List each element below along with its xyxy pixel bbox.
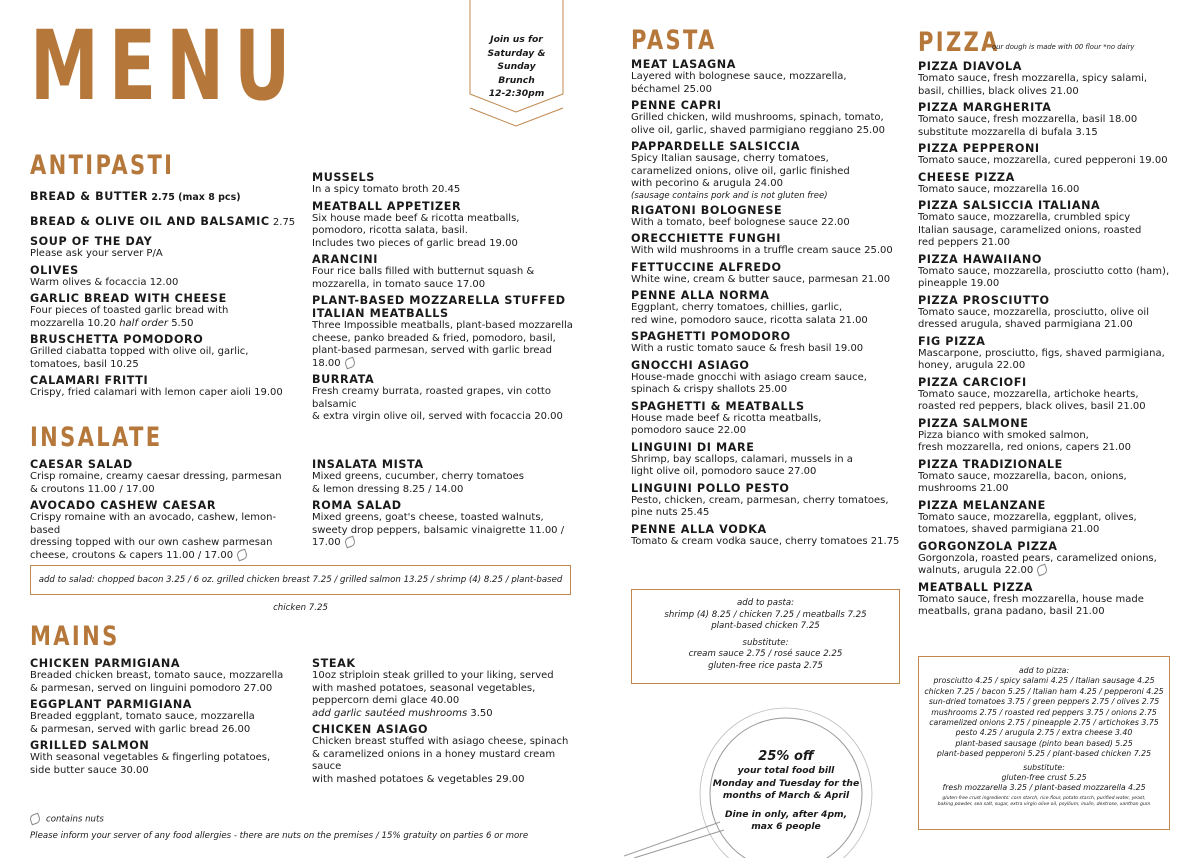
menu-item (312, 294, 582, 370)
promo-line: months of March & April (722, 790, 850, 801)
item-desc: Tomato sauce, mozzarella 16.00 (918, 183, 1080, 195)
pizza-addon-heading: add to pizza: (1018, 666, 1070, 675)
pizza-addon-box (918, 656, 1170, 830)
menu-item (312, 657, 582, 720)
item-name: CHICKEN ASIAGO (312, 723, 429, 736)
item-desc: pineapple 19.00 (918, 278, 1000, 289)
item-name: PIZZA SALMONE (918, 416, 1029, 430)
menu-item (918, 60, 1188, 98)
menu-item (631, 441, 901, 479)
item-desc: Tomato sauce, fresh mozzarella, house made (918, 593, 1144, 605)
item-name: SOUP OF THE DAY (30, 235, 153, 248)
item-desc-italic: half order (119, 317, 169, 329)
item-name: PIZZA HAWAIIANO (918, 252, 1043, 266)
menu-item (30, 264, 305, 290)
menu-item (312, 200, 582, 251)
menu-item (30, 374, 305, 400)
item-name: ARANCINI (312, 253, 378, 266)
menu-item (631, 400, 901, 438)
nut-icon (236, 548, 249, 561)
item-desc: Four rice balls filled with butternut squash & (312, 266, 535, 277)
menu-item (30, 210, 305, 229)
item-desc: With a rustic tomato sauce & fresh basil 19.00 (631, 343, 864, 354)
menu-item (631, 330, 901, 356)
item-desc: Crisp romaine, creamy caesar dressing, parmesan (30, 471, 282, 482)
menu-item (631, 289, 901, 327)
menu-item (918, 253, 1188, 291)
menu-item (30, 657, 305, 695)
nuts-legend (30, 814, 104, 825)
item-desc: Breaded eggplant, tomato sauce, mozzarella (30, 711, 255, 722)
item-name: LINGUINI POLLO PESTO (631, 481, 790, 495)
menu-item (631, 99, 901, 137)
item-desc: pomodoro, ricotta salata, basil. (312, 225, 468, 236)
brunch-line-4: 12-2:30pm (488, 88, 545, 99)
item-desc: Three Impossible meatballs, plant-based mozzarella (312, 320, 573, 331)
insalate-left (30, 458, 305, 565)
item-desc-part: 5.50 (168, 317, 194, 329)
gluten-free-ingredients: gluten-free crust ingredients: corn starch, rice flour, potato starch, purified water, yeast, (942, 795, 1146, 801)
item-desc: Warm olives & focaccia 12.00 (30, 276, 179, 288)
item-name: PLANT-BASED MOZZARELLA STUFFED (312, 294, 566, 307)
item-desc: pomodoro sauce 22.00 (631, 425, 747, 436)
item-desc: With wild mushrooms in a truffle cream sauce 25.00 (631, 245, 893, 256)
menu-item (918, 376, 1188, 414)
item-desc: Includes two pieces of garlic bread 19.00 (312, 237, 518, 249)
menu-item (918, 540, 1188, 578)
item-name: PIZZA PEPPERONI (918, 142, 1040, 155)
menu-item (30, 739, 305, 777)
item-name: BREAD & OLIVE OIL AND BALSAMIC (30, 215, 270, 228)
promo-line: Monday and Tuesday for the (712, 777, 860, 789)
item-desc: Fresh creamy burrata, roasted grapes, vin cotto balsamic (312, 386, 551, 410)
item-desc: House made beef & ricotta meatballs, (631, 412, 822, 424)
pasta-substitute-line: cream sauce 2.75 / rosé sauce 2.25 (688, 649, 843, 659)
promo-line: your total food bill (737, 765, 835, 776)
antipasti-left (30, 185, 305, 403)
mains-right (312, 657, 582, 789)
item-name: ITALIAN MEATBALLS (312, 307, 449, 320)
menu-item (918, 458, 1188, 496)
menu-item (631, 58, 901, 96)
item-desc: In a spicy tomato broth 20.45 (312, 184, 461, 195)
menu-item (631, 523, 901, 549)
menu-title: MENU (30, 10, 301, 122)
pasta-addon-box (631, 589, 900, 684)
pizza-addon-line: sun-dried tomatoes 3.75 / green peppers 2.75 / olives 2.75 (928, 697, 1160, 707)
menu-item (918, 101, 1188, 139)
item-desc: caramelized onions, olive oil, garlic finished (631, 165, 850, 177)
item-name: PIZZA MELANZANE (918, 498, 1046, 512)
item-name: PENNE CAPRI (631, 99, 722, 112)
item-desc-part: plant-based parmesan, served with garlic bread 18.00 (312, 345, 552, 369)
pizza-addon-line: caramelized onions 2.75 / pineapple 2.75 / artichokes 3.75 (929, 718, 1159, 728)
item-desc: with mashed potatoes, seasonal vegetables, (312, 682, 536, 694)
item-name: AVOCADO CASHEW CAESAR (30, 499, 217, 512)
pizza-addon-line: plant-based pepperoni 5.25 / plant-based chicken 7.25 (936, 749, 1152, 759)
item-desc-part: 3.50 (467, 707, 493, 719)
item-name: GARLIC BREAD WITH CHEESE (30, 292, 227, 305)
pasta-addon-line: shrimp (4) 8.25 / chicken 7.25 / meatballs 7.25 (664, 609, 867, 620)
item-desc: & lemon dressing 8.25 / 14.00 (312, 483, 464, 495)
item-desc: tomatoes, shaved parmigiana 21.00 (918, 524, 1100, 535)
item-desc: Grilled ciabatta topped with olive oil, garlic, (30, 346, 249, 357)
item-desc: pine nuts 25.45 (631, 507, 710, 518)
item-desc: Italian sausage, caramelized onions, roasted (918, 224, 1142, 236)
menu-item (312, 253, 582, 291)
pizza-substitute-line: gluten-free crust 5.25 (1001, 773, 1087, 783)
brunch-line-2: Saturday & Sunday (487, 47, 546, 72)
item-desc: tomatoes, basil 10.25 (30, 358, 139, 370)
item-name: ROMA SALAD (312, 499, 402, 512)
item-name: CAESAR SALAD (30, 458, 133, 471)
item-desc: Please ask your server P/A (30, 248, 163, 259)
menu-item (312, 499, 582, 550)
menu-item (30, 333, 305, 371)
promo-text (706, 749, 866, 834)
menu-item (312, 171, 582, 197)
menu-item (30, 185, 305, 204)
item-desc: peppercorn demi glace 40.00 (312, 695, 460, 706)
item-desc-part: mozzarella 10.20 (30, 317, 117, 329)
pasta-addon-line: plant-based chicken 7.25 (711, 621, 820, 631)
salad-addon-text: add to salad: chopped bacon 3.25 / 6 oz. grilled chicken breast 7.25 / grilled salmon 13.25 / shrimp (4) 8.25 / plant-based chicken 7.25 (38, 575, 563, 613)
promo-line: max 6 people (751, 821, 821, 832)
item-name: INSALATA MISTA (312, 458, 424, 471)
item-name: FIG PIZZA (918, 334, 986, 348)
insalate-title: INSALATE (30, 422, 163, 453)
item-desc: & extra virgin olive oil, served with focaccia 20.00 (312, 411, 563, 422)
item-desc: Pizza bianco with smoked salmon, (918, 429, 1089, 441)
item-desc: 10oz striploin steak grilled to your liking, served (312, 670, 554, 681)
antipasti-right (312, 171, 582, 427)
pizza-substitute-line: fresh mozzarella 3.25 / plant-based mozzarella 4.25 (942, 783, 1146, 793)
mains-title: MAINS (30, 621, 120, 652)
item-name: STEAK (312, 657, 356, 670)
item-name: SPAGHETTI & MEATBALLS (631, 399, 805, 413)
menu-item (30, 458, 305, 496)
item-desc: spinach & crispy shallots 25.00 (631, 384, 788, 395)
pasta-title: PASTA (631, 25, 717, 56)
item-desc: olive oil, garlic, shaved parmigiano reggiano 25.00 (631, 124, 885, 136)
item-desc: With a tomato, beef bolognese sauce 22.00 (631, 216, 850, 228)
item-name: MEATBALL APPETIZER (312, 199, 462, 213)
item-desc: Six house made beef & ricotta meatballs, (312, 212, 520, 224)
item-desc: & parmesan, served with garlic bread 26.00 (30, 723, 251, 735)
nuts-legend-text: contains nuts (46, 814, 104, 825)
promo-headline: 25% off (758, 749, 814, 764)
menu-item (30, 499, 305, 562)
item-desc: Mascarpone, prosciutto, figs, shaved parmigiana, (918, 347, 1165, 359)
item-desc: Chicken breast stuffed with asiago cheese, spinach (312, 736, 569, 747)
item-desc (312, 525, 582, 550)
allergy-note: Please inform your server of any food allergies - there are nuts on the premises / 15% gratuity on parties 6 or more (30, 831, 529, 841)
pizza-addon-line: chicken 7.25 / bacon 5.25 / Italian ham 4.25 / pepperoni 4.25 (924, 686, 1164, 696)
item-desc: roasted red peppers, black olives, basil 21.00 (918, 401, 1146, 412)
item-desc: Tomato & cream vodka sauce, cherry tomatoes 21.75 (631, 535, 900, 547)
pizza-title: PIZZA (918, 27, 1000, 58)
item-desc: light olive oil, pomodoro sauce 27.00 (631, 466, 817, 477)
item-name: ORECCHIETTE FUNGHI (631, 232, 782, 245)
item-desc: Tomato sauce, mozzarella, crumbled spicy (918, 212, 1131, 223)
item-desc: dressing topped with our own cashew parmesan (30, 537, 273, 548)
item-name: PAPPARDELLE SALSICCIA (631, 140, 801, 153)
item-name: MUSSELS (312, 171, 375, 184)
menu-item (918, 335, 1188, 373)
item-name: PIZZA PROSCIUTTO (918, 293, 1050, 307)
item-desc: Mixed greens, cucumber, cherry tomatoes (312, 471, 524, 482)
item-note: (sausage contains pork and is not gluten free) (631, 190, 828, 201)
item-name: PIZZA SALSICCIA ITALIANA (918, 199, 1101, 212)
item-desc: Mixed greens, goat's cheese, toasted walnuts, (312, 512, 544, 523)
item-desc: dressed arugula, shaved parmigiana 21.00 (918, 319, 1133, 330)
item-name: MEAT LASAGNA (631, 58, 736, 71)
pasta-substitute-heading: substitute: (742, 637, 789, 648)
pasta-column (631, 58, 901, 551)
item-desc: Shrimp, bay scallops, calamari, mussels in a (631, 453, 853, 465)
item-desc: Spicy Italian sausage, cherry tomatoes, (631, 153, 829, 164)
item-name: CHICKEN PARMIGIANA (30, 657, 181, 670)
pizza-substitute-heading: substitute: (1023, 762, 1065, 772)
item-desc-italic: add garlic sautéed mushrooms (312, 707, 468, 719)
item-desc: fresh mozzarella, red onions, capers 21.00 (918, 442, 1131, 453)
mains-left (30, 657, 305, 780)
item-desc: red peppers 21.00 (918, 237, 1011, 248)
item-desc: honey, arugula 22.00 (918, 360, 1026, 371)
menu-item (312, 373, 582, 424)
menu-item (312, 723, 582, 786)
item-desc: Grilled chicken, wild mushrooms, spinach, tomato, (631, 112, 884, 123)
item-desc: mushrooms 21.00 (918, 483, 1009, 494)
item-name: GRILLED SALMON (30, 739, 150, 752)
item-desc: red wine, pomodoro sauce, ricotta salata 21.00 (631, 314, 868, 326)
brunch-line-3: Brunch (498, 74, 535, 86)
item-desc: with pecorino & arugula 24.00 (631, 178, 783, 189)
item-desc: Four pieces of toasted garlic bread with (30, 305, 229, 316)
item-desc: Tomato sauce, mozzarella, cured pepperoni 19.00 (918, 155, 1168, 166)
menu-item (631, 482, 901, 520)
insalate-right (312, 458, 582, 553)
menu-item (918, 171, 1188, 197)
item-name: MEATBALL PIZZA (918, 580, 1034, 594)
item-name: BREAD & BUTTER (30, 190, 149, 203)
item-desc: & parmesan, served on linguini pomodoro 27.00 (30, 682, 273, 694)
menu-item (312, 458, 582, 496)
item-name: FETTUCCINE ALFREDO (631, 260, 782, 274)
item-price: 2.75 (269, 217, 296, 228)
nut-icon (29, 813, 42, 826)
item-name: SPAGHETTI POMODORO (631, 330, 791, 343)
item-name: PENNE ALLA NORMA (631, 289, 770, 302)
pizza-addon-line: mushrooms 2.75 / roasted red peppers 3.75 / onions 2.75 (931, 707, 1157, 717)
pizza-addon-line: plant-based sausage (pinto bean based) 5.25 (955, 738, 1133, 748)
brunch-line-1: Join us for (490, 34, 543, 45)
menu-item (631, 232, 901, 258)
nut-icon (1036, 564, 1049, 577)
pizza-tagline: our dough is made with 00 flour *no dairy (992, 43, 1135, 51)
item-price: 2.75 (max 8 pcs) (148, 192, 241, 203)
item-desc: Layered with bolognese sauce, mozzarella, (631, 71, 847, 82)
item-name: PIZZA TRADIZIONALE (918, 457, 1063, 471)
item-desc-part: cheese, croutons & capers 11.00 / 17.00 (30, 549, 234, 561)
item-name: PENNE ALLA VODKA (631, 522, 767, 536)
menu-item (918, 142, 1188, 168)
menu-item (631, 359, 901, 397)
pizza-addon-line: prosciutto 4.25 / spicy salami 4.25 / Italian sausage 4.25 (933, 676, 1155, 686)
item-desc: Crispy, fried calamari with lemon caper aioli 19.00 (30, 387, 283, 398)
item-name: RIGATONI BOLOGNESE (631, 203, 783, 217)
item-name: GNOCCHI ASIAGO (631, 358, 750, 372)
pizza-addon-line: pesto 4.25 / arugula 2.75 / extra cheese 3.40 (955, 728, 1133, 738)
item-desc: House-made gnocchi with asiago cream sauce, (631, 371, 867, 383)
pasta-substitute-line: gluten-free rice pasta 2.75 (708, 660, 823, 671)
item-desc: White wine, cream & butter sauce, parmesan 21.00 (631, 273, 891, 285)
item-name: BURRATA (312, 373, 375, 386)
item-name: EGGPLANT PARMIGIANA (30, 698, 193, 711)
menu-item (30, 235, 305, 261)
item-desc: with mashed potatoes & vegetables 29.00 (312, 773, 525, 785)
item-name: PIZZA CARCIOFI (918, 375, 1027, 389)
item-desc: Gorgonzola, roasted pears, caramelized onions, (918, 552, 1157, 564)
item-desc: mozzarella, in tomato sauce 17.00 (312, 278, 486, 290)
nut-icon (343, 356, 356, 369)
item-desc: meatballs, grana padano, basil 21.00 (918, 606, 1105, 617)
menu-item (918, 417, 1188, 455)
promo-line: Dine in only, after 4pm, (724, 808, 848, 820)
item-desc: Crispy romaine with an avocado, cashew, lemon-based (30, 512, 277, 536)
brunch-banner (469, 0, 564, 124)
item-desc (30, 318, 305, 331)
item-desc: Eggplant, cherry tomatoes, chillies, garlic, (631, 302, 843, 313)
item-desc: substitute mozzarella di bufala 3.15 (918, 126, 1098, 138)
item-desc: Pesto, chicken, cream, parmesan, cherry tomatoes, (631, 494, 889, 506)
menu-item (918, 581, 1188, 619)
item-desc (312, 345, 582, 370)
item-desc-part: sweety drop peppers, balsamic vinaigrette 11.00 / 17.00 (312, 524, 565, 548)
item-desc: & croutons 11.00 / 17.00 (30, 483, 155, 495)
menu-item (631, 261, 901, 287)
item-name: CHEESE PIZZA (918, 170, 1015, 184)
item-desc: Tomato sauce, mozzarella, eggplant, olives, (918, 511, 1137, 523)
item-desc (918, 565, 1188, 578)
item-desc (30, 550, 305, 563)
item-name: LINGUINI DI MARE (631, 440, 755, 454)
menu-item (918, 294, 1188, 332)
item-name: BRUSCHETTA POMODORO (30, 333, 204, 346)
antipasti-title: ANTIPASTI (30, 150, 175, 181)
item-desc (312, 708, 582, 721)
menu-item (631, 204, 901, 230)
item-name: OLIVES (30, 263, 79, 277)
menu-item (918, 199, 1188, 250)
gluten-free-ingredients: baking powder, sea salt, sugar, extra virgin olive oil, psyllium, inulin, dextrose, xanthan gum (937, 802, 1151, 808)
menu-item (631, 140, 901, 201)
item-desc: Tomato sauce, mozzarella, prosciutto cotto (ham), (918, 265, 1170, 277)
item-desc: basil, chillies, black olives 21.00 (918, 85, 1079, 97)
item-name: GORGONZOLA PIZZA (918, 539, 1058, 553)
menu-item (918, 499, 1188, 537)
item-name: CALAMARI FRITTI (30, 374, 149, 387)
item-desc: With seasonal vegetables & fingerling potatoes, (30, 752, 271, 763)
item-desc: cheese, panko breaded & fried, pomodoro, basil, (312, 332, 556, 344)
item-desc: & caramelized onions in a honey mustard cream sauce (312, 748, 556, 772)
pasta-addon-heading: add to pasta: (737, 598, 794, 608)
item-desc-part: walnuts, arugula 22.00 (918, 565, 1034, 576)
menu-item (30, 292, 305, 330)
item-name: PIZZA DIAVOLA (918, 60, 1023, 73)
item-desc: béchamel 25.00 (631, 83, 712, 95)
item-name: PIZZA MARGHERITA (918, 101, 1052, 114)
item-desc: Tomato sauce, fresh mozzarella, basil 18.00 (918, 114, 1138, 125)
item-desc: Tomato sauce, mozzarella, artichoke hearts, (918, 388, 1139, 400)
menu-item (30, 698, 305, 736)
item-desc: Tomato sauce, fresh mozzarella, spicy salami, (918, 73, 1148, 84)
pizza-column (918, 60, 1188, 622)
item-desc: Tomato sauce, mozzarella, prosciutto, olive oil (918, 306, 1149, 318)
item-desc: Breaded chicken breast, tomato sauce, mozzarella (30, 670, 284, 681)
item-desc: side butter sauce 30.00 (30, 764, 149, 776)
salad-addon-box (30, 565, 571, 613)
nut-icon (343, 536, 356, 549)
item-desc: Tomato sauce, mozzarella, bacon, onions, (918, 470, 1127, 482)
